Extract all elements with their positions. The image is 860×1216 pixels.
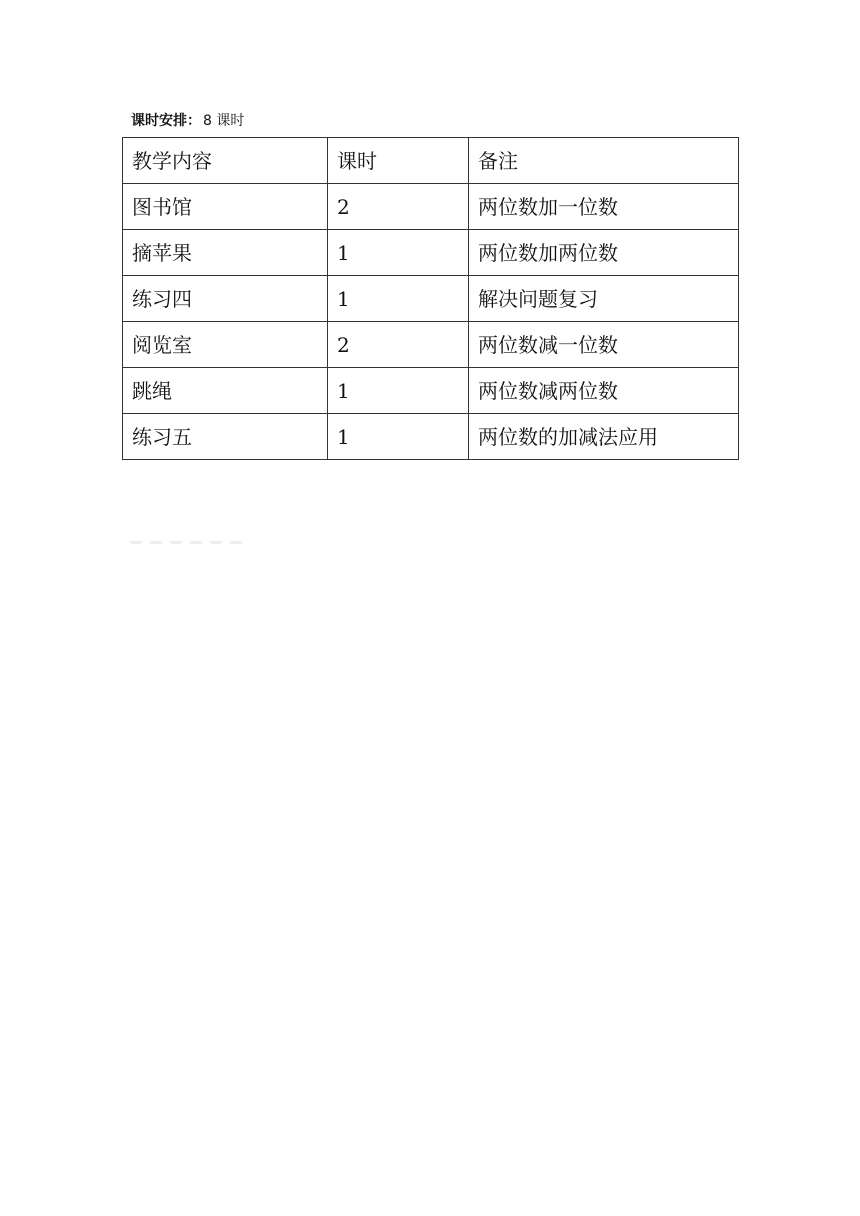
cell-content: 练习四 (123, 276, 328, 322)
faint-watermark-mark (130, 541, 248, 544)
cell-notes: 两位数加一位数 (469, 184, 739, 230)
table-row (123, 184, 739, 230)
header-content: 教学内容 (123, 138, 328, 184)
schedule-total-hours: 8 课时 (203, 113, 245, 129)
cell-hours: 2 (328, 184, 469, 230)
cell-notes: 两位数加两位数 (469, 230, 739, 276)
cell-hours: 1 (328, 368, 469, 414)
cell-content: 跳绳 (123, 368, 328, 414)
cell-hours: 1 (328, 230, 469, 276)
table-row (123, 368, 739, 414)
cell-notes: 两位数的加减法应用 (469, 414, 739, 460)
table-header-row (123, 138, 739, 184)
cell-notes: 解决问题复习 (469, 276, 739, 322)
cell-hours: 1 (328, 276, 469, 322)
header-notes: 备注 (469, 138, 739, 184)
table-row (123, 276, 739, 322)
header-hours: 课时 (328, 138, 469, 184)
schedule-label: 课时安排： (131, 113, 201, 129)
cell-content: 图书馆 (123, 184, 328, 230)
schedule-heading (131, 111, 244, 131)
cell-content: 练习五 (123, 414, 328, 460)
cell-hours: 1 (328, 414, 469, 460)
cell-notes: 两位数减两位数 (469, 368, 739, 414)
table-row (123, 322, 739, 368)
table-row (123, 414, 739, 460)
table-row (123, 230, 739, 276)
cell-hours: 2 (328, 322, 469, 368)
lesson-schedule-table (122, 137, 739, 460)
cell-content: 摘苹果 (123, 230, 328, 276)
cell-notes: 两位数减一位数 (469, 322, 739, 368)
cell-content: 阅览室 (123, 322, 328, 368)
